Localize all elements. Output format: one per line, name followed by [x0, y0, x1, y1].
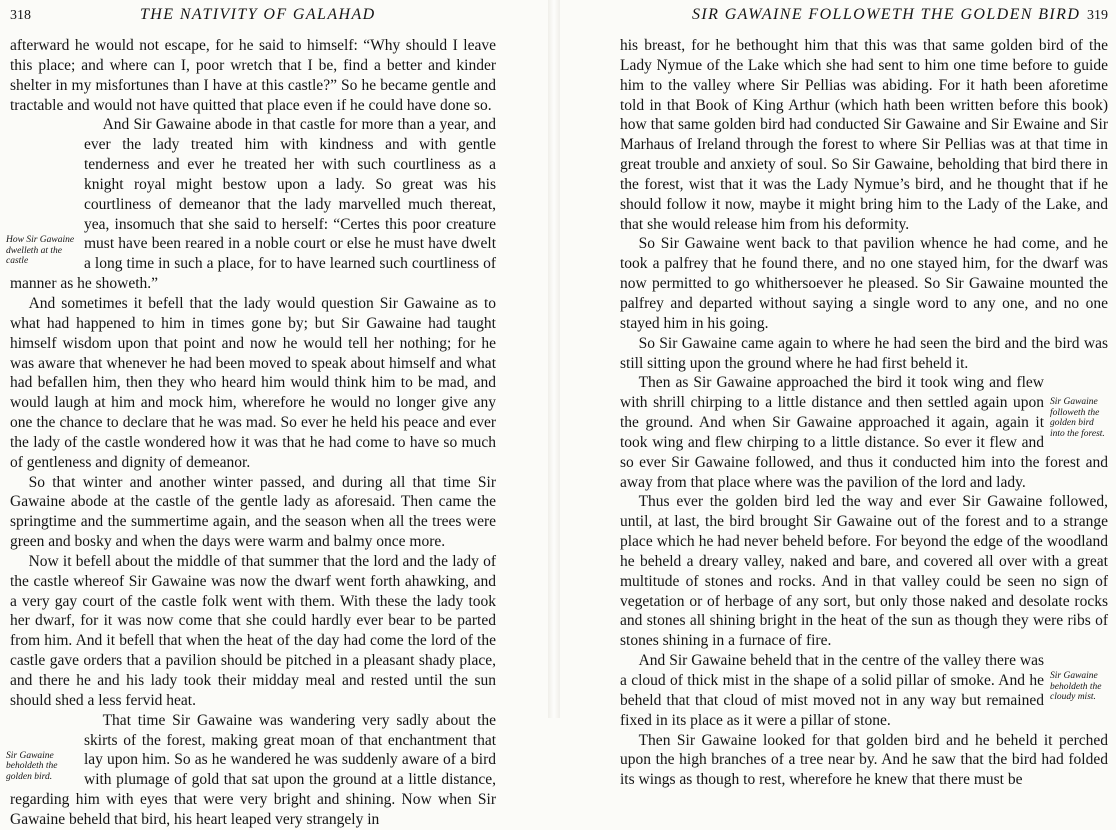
margin-note: Sir Gawaine followeth the golden bird into the forest.	[1050, 397, 1105, 439]
running-head: THE NATIVITY OF GALAHAD	[140, 6, 376, 23]
page-number: 318	[10, 8, 31, 23]
paragraph: That time Sir Gawaine was wandering very sadly about the skirts of the forest, making great moan of that enchantment that lay upon him. So as he wandered he was suddenly aware of a bird with plumage of gold that sat upon the ground at a little distance, regarding him with eyes that were very bright and shining. Now when Sir Gawaine beheld that bird, his heart leaped very strangely in	[10, 711, 496, 828]
paragraph: Thus ever the golden bird led the way and ever Sir Gawaine followed, until, at last, the bird brought Sir Gawaine out of the forest and to a strange place which he had never beheld before. For beyond the edge of the woodland he beheld a dreary valley, naked and bare, and covered all over with a great multitude of stones and rocks. And in that valley could be seen no sign of vegetation or of herbage of any sort, but only those naked and desolate rocks and stones all shining bright in the heat of the sun as though they were ribs of stones shining in a furnace of fire.	[620, 493, 1108, 650]
paragraph: So Sir Gawaine went back to that pavilion whence he had come, and he took a palfrey that he found there, and no one stayed him, for the dwarf was now permitted to go whithersoever he pleased. So Sir Gawaine mounted the palfrey and departed without saying a single word to any one, and no one stayed him in his going.	[620, 235, 1108, 332]
paragraph: his breast, for he bethought him that this was that same golden bird of the Lady Nymue of the Lake which she had sent to him one time before to guide him to the valley where Sir Pellias was abiding. For it hath been aforetime told in that Book of King Arthur (which hath been written before this book) how that same golden bird had conducted Sir Gawaine and Sir Ewaine and Sir Marhaus of Ireland through the forest to where Sir Pellias was at that time in great trouble and anxiety of soul. So Sir Gawaine, beholding that bird there in the forest, wist that it was the Lady Nymue’s bird, and he thought that if he should follow it now, maybe it might bring him to the Lady of the Lake, and that she would release him from his deformity.	[620, 37, 1108, 233]
paragraph: So that winter and another winter passed, and during all that time Sir Gawaine abode at the castle of the gentle lady as aforesaid. Then came the springtime and the summertime again, and the season when all the trees were green and bosky and when the days were warm and balmy once more.	[10, 473, 496, 551]
paragraph: So Sir Gawaine came again to where he had seen the bird and the bird was still sitting upon the ground where he had first beheld it.	[620, 334, 1108, 372]
paragraph: afterward he would not escape, for he said to himself: “Why should I leave this place; and where can I, poor wretch that I be, find a better and kinder shelter in my misfortunes than I have at this castle?” So he became gentle and tractable and would not have quitted that place even if he could have done so.	[10, 37, 496, 114]
running-head: SIR GAWAINE FOLLOWETH THE GOLDEN BIRD	[692, 6, 1081, 23]
paragraph: And Sir Gawaine beheld that in the centre of the valley there was a cloud of thick mist in the shape of a solid pillar of smoke. And he beheld that that cloud of mist moved not in any way but remained fixed in its place as it were a pillar of stone.	[620, 652, 1044, 729]
paragraph: Then as Sir Gawaine approached the bird it took wing and flew with shrill chirping to a little distance and then settled again upon the ground. And when Sir Gawaine approached it again, again it took wing and flew chirping to a little distance. So ever it flew and so ever Sir Gawaine followed, and thus it conducted him into the forest and away from that place where was the pavilion of the lord and lady.	[620, 374, 1108, 491]
paragraph: And sometimes it befell that the lady would question Sir Gawaine as to what had happened to him in times gone by; but Sir Gawaine had taught himself wisdom upon that point and now he would tell her nothing; for he was aware that whenever he had been moved to speak about himself and what had befallen him, then they who heard him would think him to be mad, and would laugh at him and mock him, wherefore he would no longer give any one the chance to declare that he was mad. So ever he held his peace and ever the lady of the castle wondered how it was that he had come to have so much of gentleness and dignity of demeanor.	[10, 294, 496, 471]
paragraph: Then Sir Gawaine looked for that golden bird and he beheld it perched upon the high branches of a tree near by. And he saw that the bird had folded its wings as though to rest, wherefore he knew that there must be	[620, 731, 1108, 789]
margin-note: Sir Gawaine beholdeth the golden bird.	[6, 750, 58, 782]
right-page	[560, 0, 1116, 789]
right-page-body	[620, 36, 1108, 790]
paragraph: And Sir Gawaine abode in that castle for more than a year, and ever the lady treated him with kindness and with gentle tenderness and ever he treated her with such courtliness as a knight royal might bestow upon a lady. So great was his courtliness of demeanor that the lady marvelled much thereat, yea, insomuch that she said to herself: “Certes this poor creature must have been reared in a noble court or else he must have dwelt a long time in such a place, for to have learned such courtliness of manner as he showeth.”	[10, 116, 496, 293]
left-page-body	[6, 36, 496, 830]
left-page	[0, 0, 548, 828]
margin-note: Sir Gawaine beholdeth the cloudy mist.	[1050, 671, 1102, 703]
margin-note: How Sir Gawaine dwelleth at the castle	[6, 235, 75, 267]
paragraph: Now it befell about the middle of that summer that the lord and the lady of the castle whereof Sir Gawaine was now the dwarf went forth ahawking, and a very gay court of the castle folk went with them. With these the lady took her dwarf, for it was now come that she could hardly ever bear to be parted from him. And it befell that when the heat of the day had come the lord of the castle gave orders that a pavilion should be pitched in a pleasant shady place, and there he and his lady took their midday meal and rested until the sun should shed a less fervid heat.	[10, 552, 496, 709]
right-page-header	[620, 6, 1116, 28]
page-number: 319	[1087, 8, 1108, 23]
gutter	[548, 0, 560, 718]
left-page-header	[10, 6, 538, 28]
